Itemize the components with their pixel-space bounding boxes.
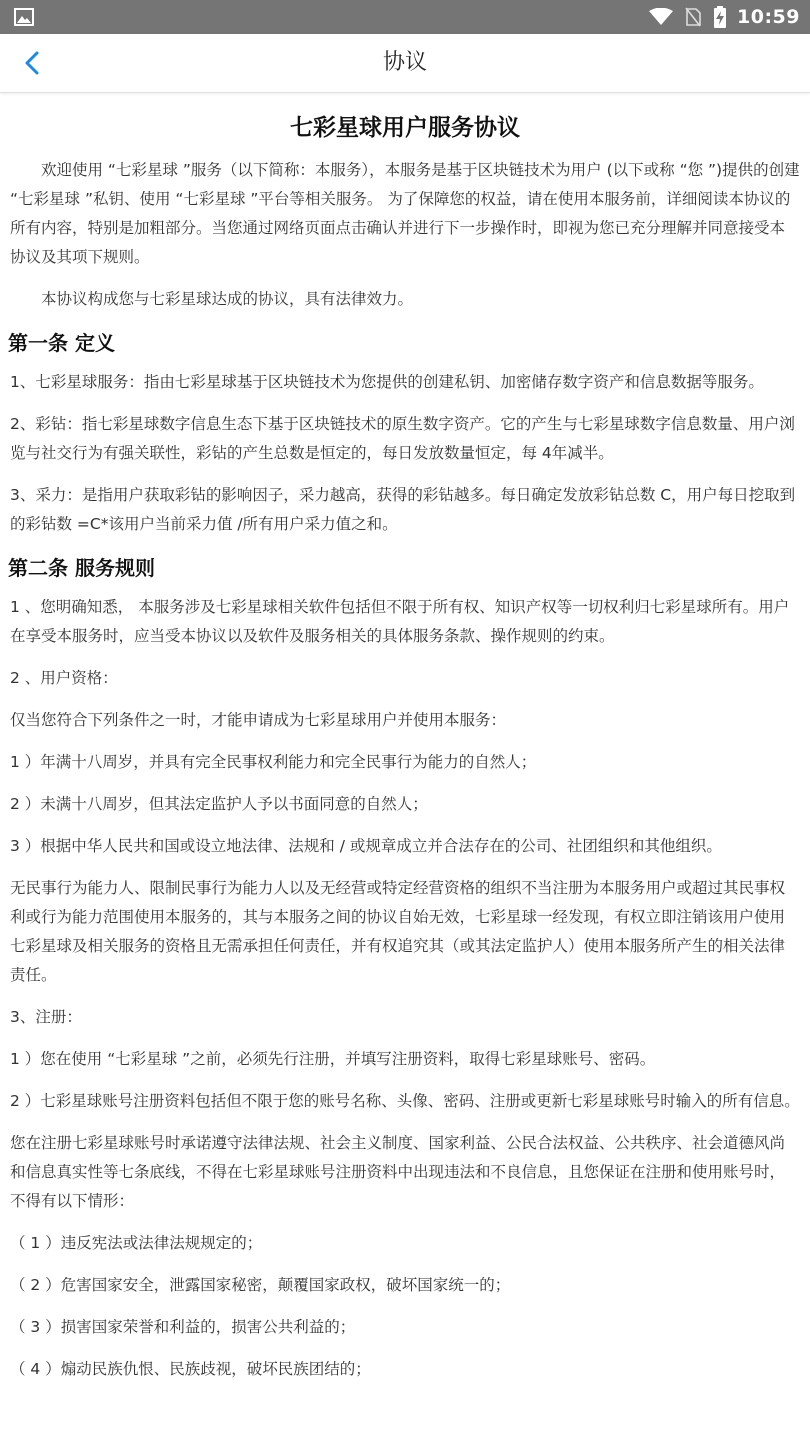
wifi-icon [649,8,673,26]
section-heading-service-rules: 第二条 服务规则 [8,556,155,580]
battery-charging-icon [713,6,727,28]
agreement-content[interactable] [0,93,810,1440]
rule-paragraph: 2 ）七彩星球账号注册资料包括但不限于您的账号名称、头像、密码、注册或更新七彩星球账号时输入的所有信息。 [10,1092,800,1110]
rule-paragraph: （ 4 ）煽动民族仇恨、民族歧视，破坏民族团结的； [10,1360,371,1378]
rule-paragraph: （ 2 ）危害国家安全，泄露国家秘密，颠覆国家政权，破坏国家统一的； [10,1276,511,1294]
intro-paragraph: 本协议构成您与七彩星球达成的协议，具有法律效力。 [41,290,414,308]
page-title: 协议 [382,50,427,75]
intro-paragraph: 欢迎使用 “七彩星球 ”服务（以下简称：本服务），本服务是基于区块链技术为用户 (以下或称 “您 ”)提供的创建 “七彩星球 ”私钥、使用 “七彩星球 ”平台等相关服务。 为了保障您的权益，请在使用本服务前，详细阅读本协议的所有内容，特别是加粗部分。当您通过网络页面点击确认并进行下一步操作时，即视为您已充分理解并同意接受本协议及其项下规则。 [10,161,800,266]
document-title: 七彩星球用户服务协议 [290,115,520,141]
rule-paragraph: （ 3 ）损害国家荣誉和利益的，损害公共利益的； [10,1318,356,1336]
rule-paragraph: 2 、用户资格： [10,669,118,687]
definition-item: 2、彩钻：指七彩星球数字信息生态下基于区块链技术的原生数字资产。它的产生与七彩星球数字信息数量、用户浏览与社交行为有强关联性，彩钻的产生总数是恒定的，每日发放数量恒定，每 4年减半。 [10,415,795,462]
rule-paragraph: 2 ）未满十八周岁，但其法定监护人予以书面同意的自然人； [10,795,428,813]
status-time: 10:59 [737,6,800,28]
rule-paragraph: 仅当您符合下列条件之一时，才能申请成为七彩星球用户并使用本服务： [10,711,507,729]
app-bar [0,34,810,93]
status-bar [0,0,810,34]
rule-paragraph: （ 1 ）违反宪法或法律法规规定的； [10,1234,263,1252]
rule-paragraph: 3 ）根据中华人民共和国或设立地法律、法规和 / 或规章成立并合法存在的公司、社团组织和其他组织。 [10,837,722,855]
rule-paragraph: 1 、您明确知悉， 本服务涉及七彩星球相关软件包括但不限于所有权、知识产权等一切权利归七彩星球所有。用户在享受本服务时，应当受本协议以及软件及服务相关的具体服务条款、操作规则的约束。 [10,598,790,645]
definition-item: 3、采力：是指用户获取彩钻的影响因子，采力越高，获得的彩钻越多。每日确定发放彩钻总数 C，用户每日挖取到的彩钻数 =C*该用户当前采力值 /所有用户采力值之和。 [10,486,796,533]
image-icon [14,8,34,26]
rule-paragraph: 3、注册： [10,1008,82,1026]
rule-paragraph: 无民事行为能力人、限制民事行为能力人以及无经营或特定经营资格的组织不当注册为本服务用户或超过其民事权利或行为能力范围使用本服务的，其与本服务之间的协议自始无效，七彩星球一经发现，有权立即注销该用户使用七彩星球及相关服务的资格且无需承担任何责任，并有权追究其（或其法定监护人）使用本服务所产生的相关法律责任。 [10,879,786,984]
section-heading-definitions: 第一条 定义 [8,331,115,355]
status-icons [637,0,800,34]
no-sim-icon [685,7,701,27]
definition-item: 1、七彩星球服务：指由七彩星球基于区块链技术为您提供的创建私钥、加密储存数字资产和信息数据等服务。 [10,373,764,391]
rule-paragraph: 您在注册七彩星球账号时承诺遵守法律法规、社会主义制度、国家利益、公民合法权益、公共秩序、社会道德风尚和信息真实性等七条底线，不得在七彩星球账号注册资料中出现违法和不良信息，且您保证在注册和使用账号时， 不得有以下情形： [10,1134,786,1210]
rule-paragraph: 1 ）年满十八周岁，并具有完全民事权利能力和完全民事行为能力的自然人； [10,753,537,771]
rule-paragraph: 1 ）您在使用 “七彩星球 ”之前，必须先行注册，并填写注册资料，取得七彩星球账号、密码。 [10,1050,656,1068]
